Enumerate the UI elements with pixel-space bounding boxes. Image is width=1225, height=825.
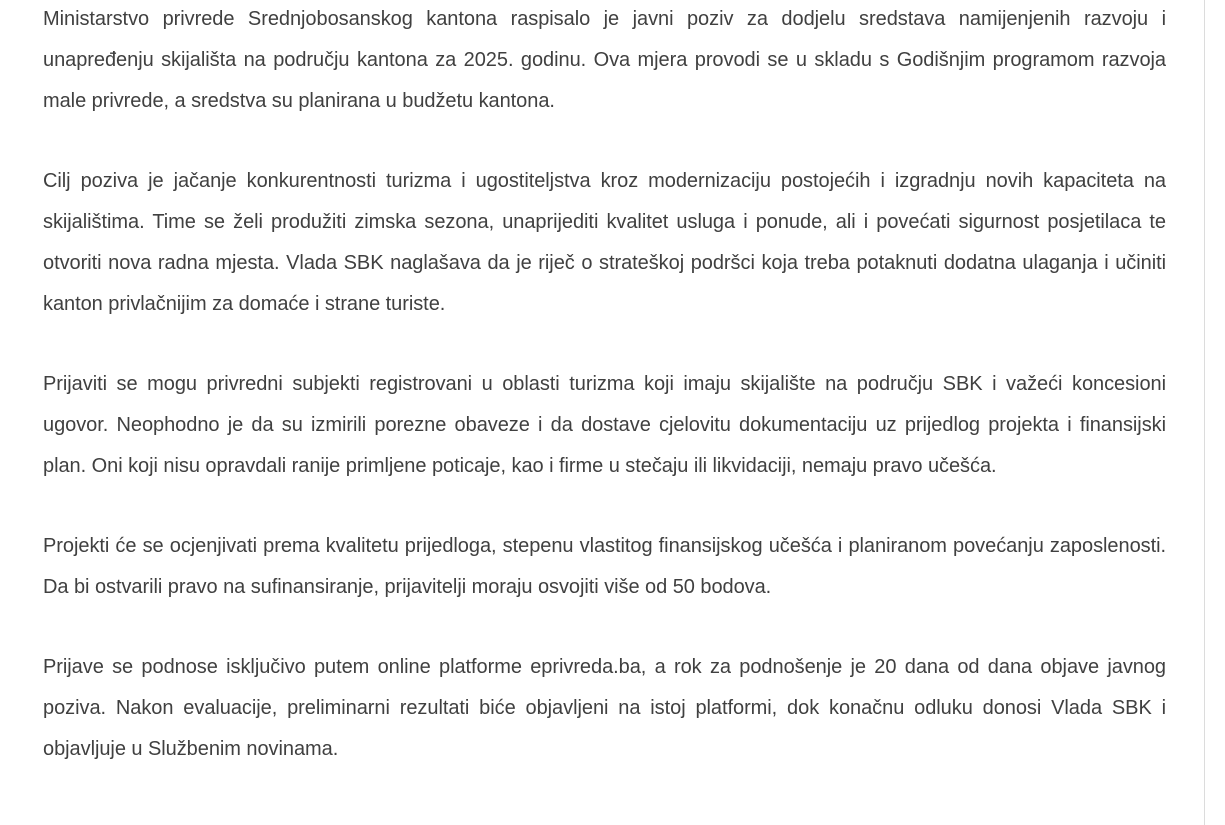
paragraph-application: Prijave se podnose isključivo putem online platforme eprivreda.ba, a rok za podnošenje je 20 dana od dana objave javnog poziva. Nakon evaluacije, preliminarni rezultati biće objavljeni na istoj platformi, dok konačnu odluku donosi Vlada SBK i objavljuje u Službenim novinama. — [43, 656, 1166, 760]
content-divider — [1204, 0, 1205, 825]
paragraph-goal: Cilj poziva je jačanje konkurentnosti turizma i ugostiteljstva kroz modernizaciju postojećih i izgradnju novih kapaciteta na skijalištima. Time se želi produžiti zimska sezona, unaprijediti kvalitet usluga i ponude, ali i povećati sigurnost posjetilaca te otvoriti nova radna mjesta. Vlada SBK naglašava da je riječ o strateškoj podršci koja treba potaknuti dodatna ulaganja i učiniti kanton privlačnijim za domaće i strane turiste. — [43, 170, 1166, 315]
paragraph-eligibility: Prijaviti se mogu privredni subjekti registrovani u oblasti turizma koji imaju skijalište na području SBK i važeći koncesioni ugovor. Neophodno je da su izmirili porezne obaveze i da dostave cjelovitu dokumentaciju uz prijedlog projekta i finansijski plan. Oni koji nisu opravdali ranije primljene poticaje, kao i firme u stečaju ili likvidaciji, nemaju pravo učešća. — [43, 373, 1166, 477]
paragraph-intro: Ministarstvo privrede Srednjobosanskog kantona raspisalo je javni poziv za dodjelu sredstava namijenjenih razvoju i unapređenju skijališta na području kantona za 2025. godinu. Ova mjera provodi se u skladu s Godišnjim programom razvoja male privrede, a sredstva su planirana u budžetu kantona. — [43, 8, 1166, 112]
paragraph-evaluation: Projekti će se ocjenjivati prema kvalitetu prijedloga, stepenu vlastitog finansijskog učešća i planiranom povećanju zaposlenosti. Da bi ostvarili pravo na sufinansiranje, prijavitelji moraju osvojiti više od 50 bodova. — [43, 535, 1166, 598]
